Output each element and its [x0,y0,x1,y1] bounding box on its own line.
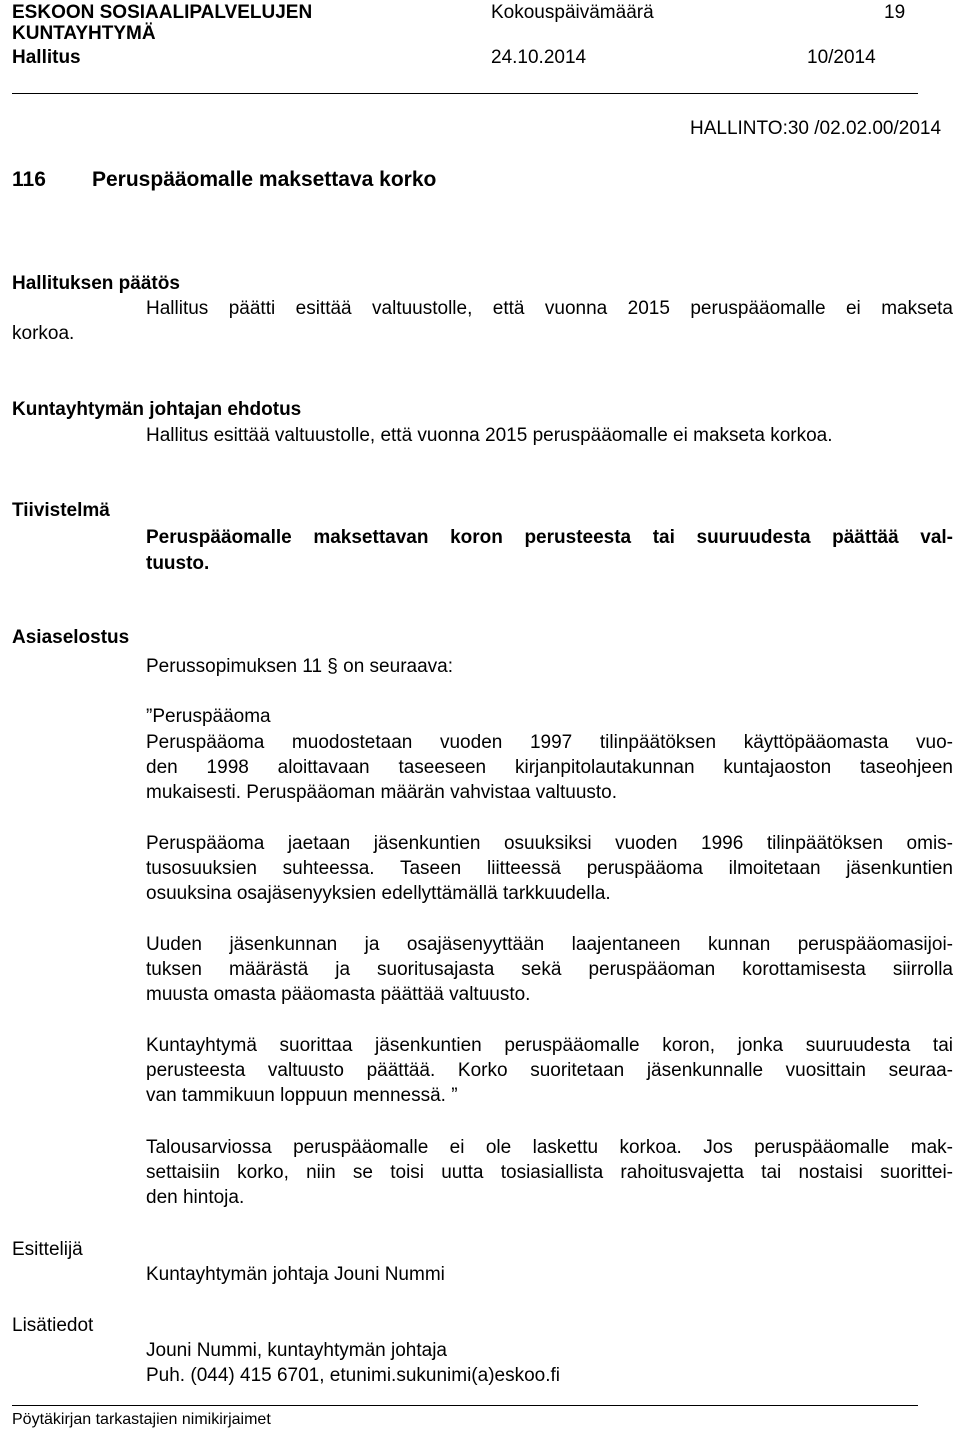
paragraph-line: Uuden jäsenkunnan ja osajäsenyyttään laajentaneen kunnan peruspääomasijoi- [146,934,953,955]
meeting-date: 24.10.2014 [491,47,587,68]
header-divider [12,93,918,94]
paragraph-line: Peruspääoma muodostetaan vuoden 1997 tilinpäätöksen käyttöpääomasta vuo- [146,732,953,753]
meeting-number: 10/2014 [807,47,876,68]
summary-line: Peruspääomalle maksettavan koron perusteesta tai suuruudesta päättää val- [146,527,953,548]
signature-initials-label: Pöytäkirjan tarkastajien nimikirjaimet [12,1411,271,1428]
paragraph-line: tuksen määrästä ja suoritusajasta sekä peruspääoman korottamisesta siirrolla [146,959,953,980]
page-number: 19 [884,2,906,23]
explanation-intro: Perussopimuksen 11 § on seuraava: [146,656,453,677]
contact-line: Jouni Nummi, kuntayhtymän johtaja [146,1340,447,1361]
item-title: Peruspääomalle maksettava korko [92,168,437,191]
quote-title: ”Peruspääoma [146,706,271,727]
paragraph-line: Peruspääoma jaetaan jäsenkuntien osuuksiksi vuoden 1996 tilinpäätöksen omis- [146,833,953,854]
decision-line: korkoa. [12,323,75,344]
paragraph-line: den 1998 aloittavaan taseeseen kirjanpitolautakunnan kuntajaoston taseohjeen [146,757,953,778]
organization-name: ESKOON SOSIAALIPALVELUJEN [12,2,313,23]
proposal-text: Hallitus esittää valtuustolle, että vuonna 2015 peruspääomalle ei makseta korkoa. [146,425,833,446]
paragraph-line: den hintoja. [146,1187,245,1208]
presenter-label: Esittelijä [12,1239,83,1260]
paragraph-line: Talousarviossa peruspääomalle ei ole laskettu korkoa. Jos peruspääomalle mak- [146,1137,953,1158]
paragraph-line: mukaisesti. Peruspääoman määrän vahvistaa valtuusto. [146,782,618,803]
proposal-heading: Kuntayhtymän johtajan ehdotus [12,399,302,420]
paragraph-line: tusosuuksien suhteessa. Taseen liitteessä peruspääoma ilmoitetaan jäsenkuntien [146,858,953,879]
contact-line: Puh. (044) 415 6701, etunimi.sukunimi(a)eskoo.fi [146,1365,561,1386]
presenter-name: Kuntayhtymän johtaja Jouni Nummi [146,1264,445,1285]
organization-type: KUNTAYHTYMÄ [12,23,156,44]
summary-label: Tiivistelmä [12,500,110,521]
explanation-label: Asiaselostus [12,627,130,648]
paragraph-line: osuuksina osajäsenyyksien edellyttämällä tarkkuudella. [146,883,611,904]
item-number: 116 [12,168,46,191]
paragraph-line: van tammikuun loppuun mennessä. ” [146,1085,458,1106]
body-name: Hallitus [12,47,81,68]
case-reference: HALLINTO:30 /02.02.00/2014 [690,118,942,139]
footer-divider [12,1405,918,1406]
summary-line: tuusto. [146,553,210,574]
paragraph-line: muusta omasta pääomasta päättää valtuusto. [146,984,531,1005]
more-info-label: Lisätiedot [12,1315,94,1336]
meeting-date-label: Kokouspäivämäärä [491,2,654,23]
paragraph-line: perusteesta valtuusto päättää. Korko suoritetaan jäsenkunnalle vuosittain seuraa- [146,1060,953,1081]
paragraph-line: Kuntayhtymä suorittaa jäsenkuntien peruspääomalle koron, jonka suuruudesta tai [146,1035,953,1056]
decision-heading: Hallituksen päätös [12,273,180,294]
decision-line: Hallitus päätti esittää valtuustolle, että vuonna 2015 peruspääomalle ei makseta [146,298,953,319]
paragraph-line: settaisiin korko, niin se toisi uutta tosiasiallista rahoitusvajetta tai nostaisi suorittei- [146,1162,953,1183]
